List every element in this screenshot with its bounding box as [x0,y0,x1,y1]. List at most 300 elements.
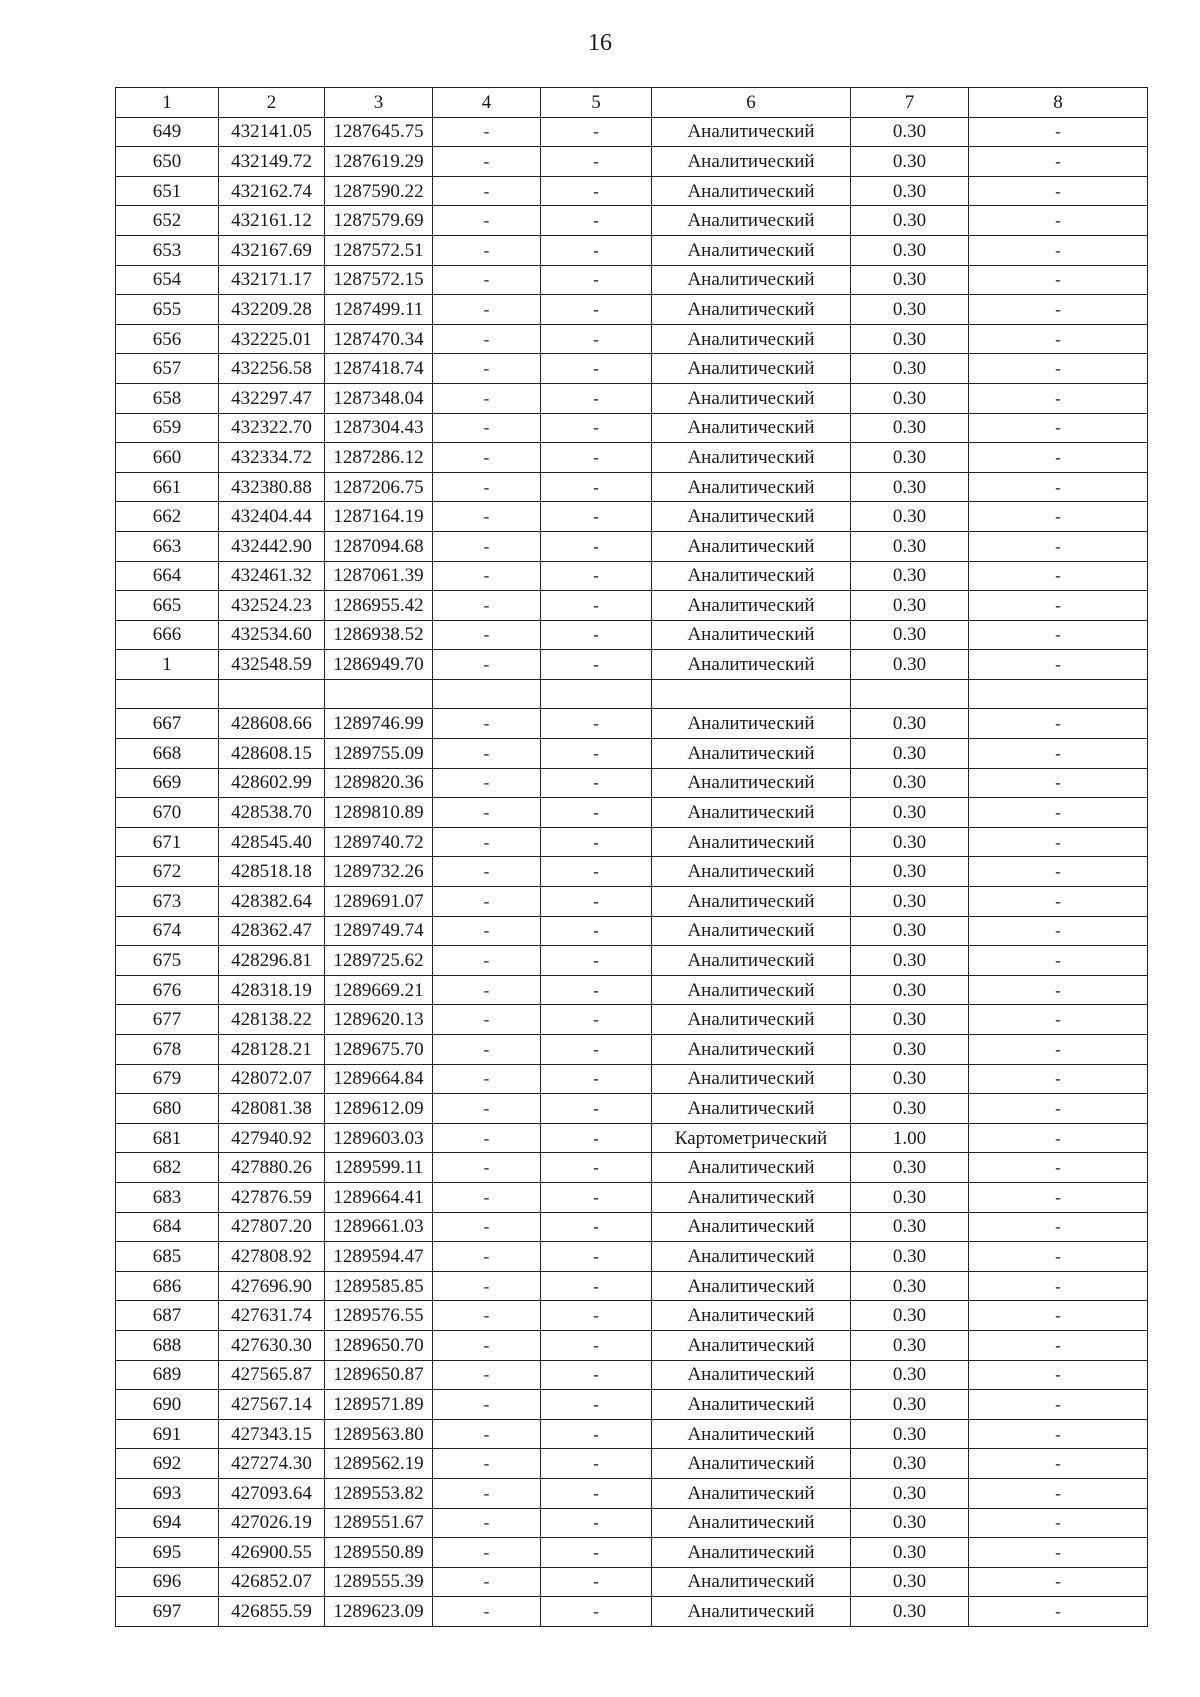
cell-col-5: - [541,1094,652,1124]
table-row [116,1005,1148,1035]
cell-point-number: 673 [116,887,219,917]
cell-col-5: - [541,1449,652,1479]
cell-y-coordinate: 1289553.82 [325,1478,433,1508]
cell-x-coordinate: 432524.23 [219,591,325,621]
cell-point-number: 679 [116,1064,219,1094]
cell-col-8: - [969,1182,1148,1212]
coordinates-table [115,87,1148,1627]
cell-x-coordinate: 428318.19 [219,975,325,1005]
table-row [116,1538,1148,1568]
cell-col-5: - [541,502,652,532]
cell-point-number: 678 [116,1035,219,1065]
cell-col-8: - [969,768,1148,798]
table-row [116,679,1148,709]
table-row [116,946,1148,976]
cell-col-8: - [969,1242,1148,1272]
cell-x-coordinate: 432297.47 [219,383,325,413]
cell-accuracy: 0.30 [851,1153,969,1183]
header-cell-3: 3 [325,88,433,118]
cell-col-5: - [541,768,652,798]
cell-col-8: - [969,1597,1148,1627]
table-header-row [116,88,1148,118]
cell-col-8: - [969,295,1148,325]
cell-y-coordinate: 1289664.41 [325,1182,433,1212]
table-row [116,443,1148,473]
cell-x-coordinate: 427807.20 [219,1212,325,1242]
table-row [116,117,1148,147]
cell-method: Аналитический [652,946,851,976]
cell-x-coordinate: 428518.18 [219,857,325,887]
cell-accuracy: 0.30 [851,798,969,828]
cell-accuracy: 0.30 [851,857,969,887]
table-row [116,206,1148,236]
cell-y-coordinate: 1289576.55 [325,1301,433,1331]
cell-col-5: - [541,887,652,917]
cell-col-4: - [433,176,541,206]
cell-col-8: - [969,1538,1148,1568]
cell-method: Аналитический [652,1508,851,1538]
cell-col-4: - [433,768,541,798]
cell-col-4 [433,679,541,709]
cell-col-5: - [541,413,652,443]
cell-x-coordinate: 432171.17 [219,265,325,295]
cell-col-8: - [969,117,1148,147]
cell-y-coordinate: 1289550.89 [325,1538,433,1568]
cell-accuracy: 0.30 [851,1330,969,1360]
cell-method: Аналитический [652,650,851,680]
table-row [116,709,1148,739]
cell-col-5: - [541,946,652,976]
header-cell-6: 6 [652,88,851,118]
cell-y-coordinate: 1289603.03 [325,1123,433,1153]
cell-col-5: - [541,1301,652,1331]
cell-method: Аналитический [652,354,851,384]
cell-point-number: 651 [116,176,219,206]
cell-point-number: 693 [116,1478,219,1508]
cell-col-4: - [433,1449,541,1479]
cell-y-coordinate [325,679,433,709]
cell-col-4: - [433,117,541,147]
cell-col-5: - [541,1123,652,1153]
cell-accuracy: 0.30 [851,739,969,769]
cell-point-number: 663 [116,531,219,561]
cell-col-8: - [969,443,1148,473]
cell-col-8: - [969,561,1148,591]
cell-point-number: 653 [116,235,219,265]
cell-col-5: - [541,117,652,147]
cell-y-coordinate: 1287572.51 [325,235,433,265]
header-cell-7: 7 [851,88,969,118]
cell-y-coordinate: 1287499.11 [325,295,433,325]
table-row [116,1419,1148,1449]
header-cell-8: 8 [969,88,1148,118]
table-row [116,1094,1148,1124]
cell-point-number: 655 [116,295,219,325]
cell-point-number: 656 [116,324,219,354]
cell-y-coordinate: 1287304.43 [325,413,433,443]
cell-col-5: - [541,1242,652,1272]
cell-y-coordinate: 1287579.69 [325,206,433,236]
cell-method: Аналитический [652,887,851,917]
table-row [116,975,1148,1005]
cell-point-number: 677 [116,1005,219,1035]
table-row [116,383,1148,413]
header-cell-4: 4 [433,88,541,118]
cell-point-number: 694 [116,1508,219,1538]
cell-method: Аналитический [652,739,851,769]
cell-method: Аналитический [652,117,851,147]
cell-y-coordinate: 1289691.07 [325,887,433,917]
cell-point-number: 672 [116,857,219,887]
cell-x-coordinate: 428072.07 [219,1064,325,1094]
cell-point-number: 689 [116,1360,219,1390]
cell-x-coordinate: 432461.32 [219,561,325,591]
cell-y-coordinate: 1286938.52 [325,620,433,650]
cell-method: Аналитический [652,1478,851,1508]
cell-col-8: - [969,413,1148,443]
cell-y-coordinate: 1289749.74 [325,916,433,946]
cell-col-4: - [433,857,541,887]
cell-y-coordinate: 1289755.09 [325,739,433,769]
cell-col-8: - [969,650,1148,680]
cell-x-coordinate: 432334.72 [219,443,325,473]
table-row [116,1597,1148,1627]
cell-y-coordinate: 1289810.89 [325,798,433,828]
cell-col-5: - [541,561,652,591]
cell-col-4: - [433,1478,541,1508]
cell-accuracy: 0.30 [851,561,969,591]
cell-y-coordinate: 1289664.84 [325,1064,433,1094]
cell-col-8: - [969,1508,1148,1538]
table-row [116,354,1148,384]
cell-col-5: - [541,531,652,561]
cell-col-8: - [969,1330,1148,1360]
cell-x-coordinate: 428545.40 [219,827,325,857]
table-row [116,502,1148,532]
cell-method: Аналитический [652,620,851,650]
cell-col-4: - [433,1064,541,1094]
cell-col-4: - [433,1242,541,1272]
cell-col-5: - [541,206,652,236]
cell-point-number: 671 [116,827,219,857]
table-row [116,768,1148,798]
cell-x-coordinate: 427630.30 [219,1330,325,1360]
cell-col-4: - [433,1271,541,1301]
cell-x-coordinate: 432380.88 [219,472,325,502]
cell-point-number: 667 [116,709,219,739]
cell-accuracy: 0.30 [851,1242,969,1272]
cell-accuracy [851,679,969,709]
cell-col-8: - [969,887,1148,917]
cell-accuracy: 0.30 [851,176,969,206]
cell-x-coordinate: 432162.74 [219,176,325,206]
cell-col-8: - [969,1449,1148,1479]
cell-col-8: - [969,502,1148,532]
cell-y-coordinate: 1287061.39 [325,561,433,591]
cell-y-coordinate: 1289562.19 [325,1449,433,1479]
cell-point-number: 690 [116,1390,219,1420]
cell-y-coordinate: 1289563.80 [325,1419,433,1449]
cell-x-coordinate: 428602.99 [219,768,325,798]
cell-point-number: 687 [116,1301,219,1331]
cell-method: Аналитический [652,383,851,413]
cell-point-number: 682 [116,1153,219,1183]
cell-y-coordinate: 1289675.70 [325,1035,433,1065]
cell-col-8: - [969,591,1148,621]
cell-point-number: 654 [116,265,219,295]
cell-x-coordinate: 432161.12 [219,206,325,236]
cell-method: Аналитический [652,235,851,265]
cell-method: Аналитический [652,531,851,561]
cell-x-coordinate: 428608.15 [219,739,325,769]
cell-accuracy: 0.30 [851,650,969,680]
table-body [116,117,1148,1626]
cell-col-8: - [969,798,1148,828]
cell-method: Аналитический [652,176,851,206]
cell-x-coordinate: 428382.64 [219,887,325,917]
cell-col-5: - [541,295,652,325]
cell-accuracy: 0.30 [851,887,969,917]
cell-x-coordinate: 426855.59 [219,1597,325,1627]
cell-point-number: 676 [116,975,219,1005]
cell-y-coordinate: 1287590.22 [325,176,433,206]
cell-accuracy: 0.30 [851,413,969,443]
cell-point-number: 1 [116,650,219,680]
cell-x-coordinate: 432404.44 [219,502,325,532]
table-row [116,798,1148,828]
cell-method: Аналитический [652,413,851,443]
cell-y-coordinate: 1287572.15 [325,265,433,295]
cell-point-number: 666 [116,620,219,650]
table-row [116,1478,1148,1508]
cell-col-4: - [433,324,541,354]
cell-col-8: - [969,827,1148,857]
cell-col-5: - [541,1419,652,1449]
cell-accuracy: 0.30 [851,1064,969,1094]
cell-method [652,679,851,709]
cell-x-coordinate: 428538.70 [219,798,325,828]
cell-col-5: - [541,354,652,384]
cell-point-number [116,679,219,709]
cell-col-4: - [433,946,541,976]
cell-y-coordinate: 1289571.89 [325,1390,433,1420]
cell-point-number: 684 [116,1212,219,1242]
cell-x-coordinate: 432442.90 [219,531,325,561]
cell-x-coordinate: 432149.72 [219,147,325,177]
cell-y-coordinate: 1287470.34 [325,324,433,354]
cell-y-coordinate: 1289594.47 [325,1242,433,1272]
cell-y-coordinate: 1289599.11 [325,1153,433,1183]
cell-x-coordinate: 427343.15 [219,1419,325,1449]
cell-col-4: - [433,709,541,739]
cell-x-coordinate: 432225.01 [219,324,325,354]
cell-accuracy: 0.30 [851,1538,969,1568]
table-row [116,235,1148,265]
cell-x-coordinate: 428138.22 [219,1005,325,1035]
cell-col-5: - [541,1064,652,1094]
table-row [116,176,1148,206]
cell-col-4: - [433,739,541,769]
cell-accuracy: 0.30 [851,206,969,236]
cell-col-5: - [541,265,652,295]
cell-col-8: - [969,354,1148,384]
cell-col-5: - [541,472,652,502]
cell-x-coordinate: 428128.21 [219,1035,325,1065]
cell-x-coordinate: 427093.64 [219,1478,325,1508]
cell-col-4: - [433,561,541,591]
cell-col-5: - [541,1035,652,1065]
table-row [116,1182,1148,1212]
cell-accuracy: 0.30 [851,1212,969,1242]
cell-x-coordinate: 432209.28 [219,295,325,325]
cell-col-4: - [433,1035,541,1065]
cell-point-number: 661 [116,472,219,502]
cell-method: Аналитический [652,502,851,532]
cell-col-8: - [969,739,1148,769]
cell-x-coordinate: 426900.55 [219,1538,325,1568]
table-row [116,1449,1148,1479]
cell-y-coordinate: 1289650.70 [325,1330,433,1360]
cell-col-4: - [433,1153,541,1183]
table-row [116,1271,1148,1301]
cell-x-coordinate: 432534.60 [219,620,325,650]
cell-col-5: - [541,620,652,650]
table-row [116,1567,1148,1597]
table-row [116,620,1148,650]
cell-point-number: 670 [116,798,219,828]
cell-method: Аналитический [652,1212,851,1242]
table-row [116,295,1148,325]
header-cell-5: 5 [541,88,652,118]
cell-x-coordinate: 427026.19 [219,1508,325,1538]
table-row [116,887,1148,917]
cell-x-coordinate: 428608.66 [219,709,325,739]
cell-accuracy: 0.30 [851,916,969,946]
cell-method: Аналитический [652,1064,851,1094]
cell-col-4: - [433,650,541,680]
cell-col-5: - [541,798,652,828]
cell-accuracy: 1.00 [851,1123,969,1153]
cell-point-number: 688 [116,1330,219,1360]
table-row [116,324,1148,354]
cell-col-4: - [433,1005,541,1035]
cell-y-coordinate: 1289661.03 [325,1212,433,1242]
cell-x-coordinate: 427631.74 [219,1301,325,1331]
cell-x-coordinate: 432167.69 [219,235,325,265]
cell-col-8: - [969,975,1148,1005]
cell-col-5: - [541,443,652,473]
cell-method: Аналитический [652,1301,851,1331]
cell-accuracy: 0.30 [851,354,969,384]
cell-point-number: 696 [116,1567,219,1597]
cell-col-5: - [541,1478,652,1508]
cell-col-5: - [541,1153,652,1183]
cell-y-coordinate: 1289740.72 [325,827,433,857]
cell-point-number: 650 [116,147,219,177]
cell-y-coordinate: 1289746.99 [325,709,433,739]
cell-x-coordinate [219,679,325,709]
cell-col-5: - [541,235,652,265]
cell-accuracy: 0.30 [851,1597,969,1627]
cell-accuracy: 0.30 [851,1360,969,1390]
table-row [116,1390,1148,1420]
cell-x-coordinate: 427565.87 [219,1360,325,1390]
cell-col-8: - [969,235,1148,265]
cell-col-5: - [541,1005,652,1035]
cell-method: Аналитический [652,472,851,502]
table-row [116,147,1148,177]
cell-accuracy: 0.30 [851,502,969,532]
cell-accuracy: 0.30 [851,117,969,147]
table-row [116,1153,1148,1183]
cell-y-coordinate: 1289612.09 [325,1094,433,1124]
cell-x-coordinate: 427274.30 [219,1449,325,1479]
cell-col-4: - [433,472,541,502]
cell-col-4: - [433,502,541,532]
cell-accuracy: 0.30 [851,1419,969,1449]
cell-col-4: - [433,265,541,295]
cell-y-coordinate: 1289820.36 [325,768,433,798]
cell-accuracy: 0.30 [851,383,969,413]
cell-col-4: - [433,235,541,265]
cell-accuracy: 0.30 [851,1567,969,1597]
table-row [116,1035,1148,1065]
cell-method: Аналитический [652,206,851,236]
cell-col-5: - [541,857,652,887]
cell-col-5: - [541,1182,652,1212]
cell-col-4: - [433,591,541,621]
cell-col-5: - [541,591,652,621]
cell-col-8: - [969,472,1148,502]
cell-accuracy: 0.30 [851,1035,969,1065]
cell-col-4: - [433,1330,541,1360]
cell-y-coordinate: 1287206.75 [325,472,433,502]
cell-y-coordinate: 1289669.21 [325,975,433,1005]
cell-x-coordinate: 432256.58 [219,354,325,384]
cell-point-number: 675 [116,946,219,976]
cell-y-coordinate: 1287164.19 [325,502,433,532]
cell-point-number: 668 [116,739,219,769]
cell-method: Аналитический [652,324,851,354]
cell-col-4: - [433,1182,541,1212]
cell-accuracy: 0.30 [851,1182,969,1212]
cell-col-4: - [433,975,541,1005]
cell-point-number: 683 [116,1182,219,1212]
cell-accuracy: 0.30 [851,975,969,1005]
cell-col-5: - [541,147,652,177]
cell-col-8: - [969,176,1148,206]
cell-method: Аналитический [652,1035,851,1065]
cell-method: Аналитический [652,709,851,739]
cell-col-5: - [541,1360,652,1390]
cell-col-4: - [433,1360,541,1390]
cell-y-coordinate: 1289732.26 [325,857,433,887]
cell-point-number: 685 [116,1242,219,1272]
cell-accuracy: 0.30 [851,531,969,561]
cell-method: Аналитический [652,1271,851,1301]
cell-col-5: - [541,1538,652,1568]
cell-x-coordinate: 428081.38 [219,1094,325,1124]
cell-x-coordinate: 427876.59 [219,1182,325,1212]
cell-y-coordinate: 1289620.13 [325,1005,433,1035]
cell-col-4: - [433,295,541,325]
cell-col-4: - [433,620,541,650]
cell-point-number: 658 [116,383,219,413]
cell-col-8: - [969,265,1148,295]
cell-x-coordinate: 427808.92 [219,1242,325,1272]
cell-col-8: - [969,1123,1148,1153]
cell-accuracy: 0.30 [851,709,969,739]
